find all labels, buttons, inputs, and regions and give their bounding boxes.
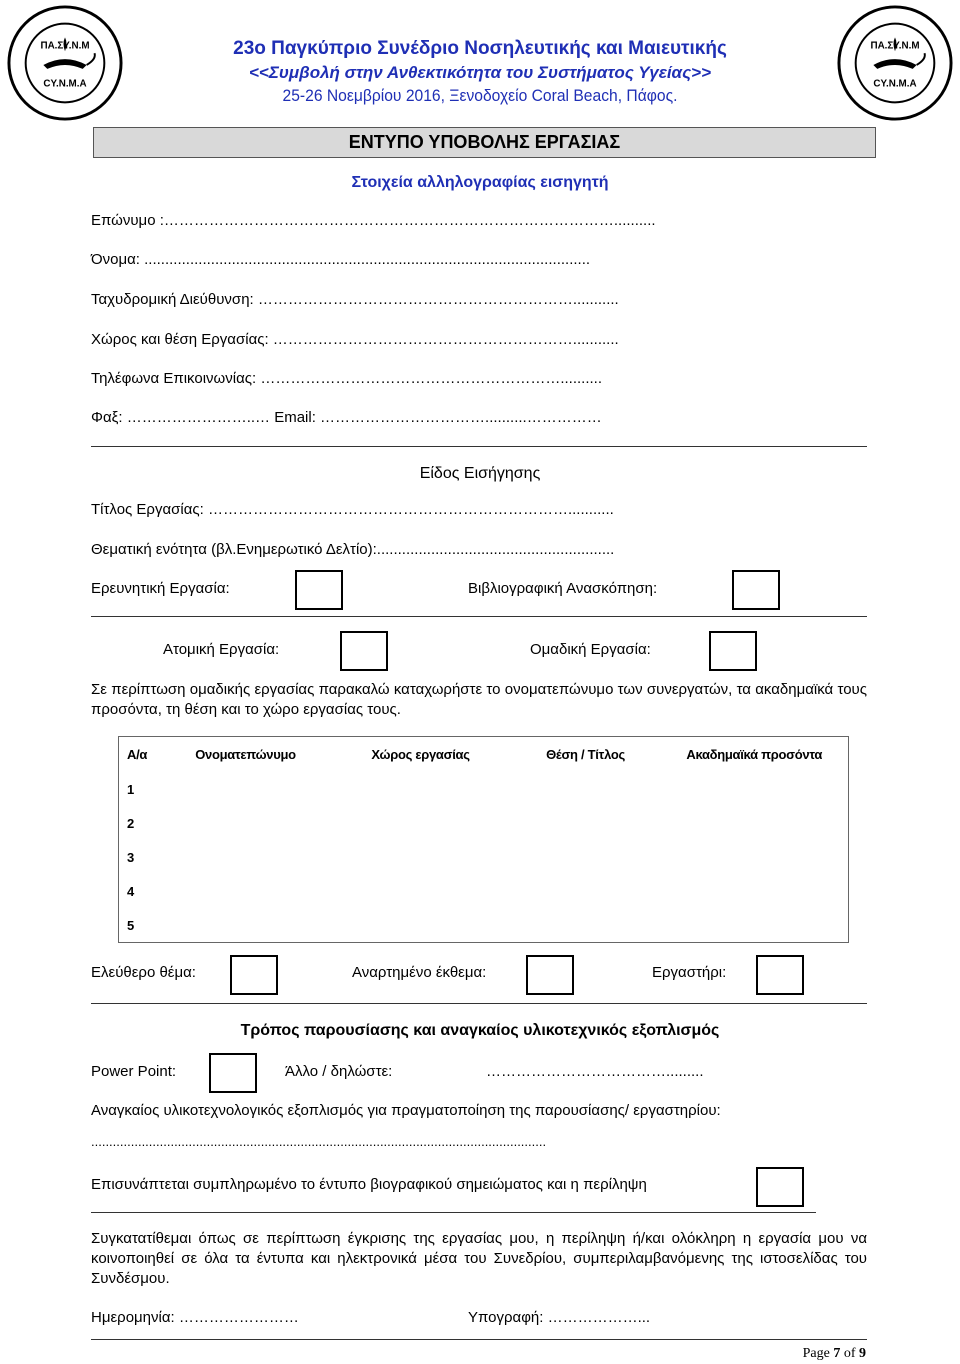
- individual-label: Ατομική Εργασία:: [163, 641, 280, 658]
- attached-label: Επισυνάπτεται συμπληρωμένο το έντυπο βιογραφικού σημειώματος και η περίληψη: [91, 1176, 647, 1193]
- workplace-field[interactable]: Χώρος και θέση Εργασίας: ……………………………………………………...........: [91, 331, 619, 348]
- group-label: Ομαδική Εργασία:: [530, 641, 651, 658]
- row-index: 5: [127, 917, 135, 933]
- logo-right-mid1: ΠΑ.ΣΥ.Ν.Μ: [870, 40, 920, 52]
- needed-equipment-field[interactable]: ..............................................................................................................................: [91, 1134, 547, 1149]
- review-label: Βιβλιογραφική Ανασκόπηση:: [468, 580, 658, 597]
- table-row[interactable]: [119, 807, 849, 841]
- name-field[interactable]: Όνομα: ...........................................................................................................: [91, 251, 591, 268]
- poster-checkbox[interactable]: [526, 955, 574, 995]
- date-field[interactable]: Ημερομηνία: ……………………: [91, 1309, 299, 1326]
- team-table: [118, 736, 849, 943]
- free-topic-checkbox[interactable]: [230, 955, 278, 995]
- contact-heading: Στοιχεία αλληλογραφίας εισηγητή: [351, 174, 609, 191]
- workshop-checkbox[interactable]: [756, 955, 804, 995]
- form-title: ΕΝΤΥΠΟ ΥΠΟΒΟΛΗΣ ΕΡΓΑΣΙΑΣ: [93, 127, 876, 158]
- divider: [91, 1212, 816, 1213]
- address-field[interactable]: Ταχυδρομική Διεύθυνση: ………………………………………………………...........: [91, 291, 619, 308]
- theme-field[interactable]: Θεματική ενότητα (βλ.Ενημερωτικό Δελτίο):.........................................................: [91, 541, 615, 558]
- row-index: 1: [127, 782, 135, 797]
- logo-right-mid2: CY.N.M.A: [873, 78, 917, 90]
- col-header-qualifications: Ακαδημαϊκά προσόντα: [686, 747, 823, 763]
- individual-checkbox[interactable]: [340, 631, 388, 671]
- col-header-fullname: Ονοματεπώνυμο: [195, 747, 296, 763]
- page-number: 7: [833, 1346, 841, 1361]
- page-word: Page: [802, 1346, 830, 1361]
- row-index: 2: [127, 816, 135, 831]
- attached-checkbox[interactable]: [756, 1167, 804, 1207]
- conference-title: 23ο Παγκύπριο Συνέδριο Νοσηλευτικής και Μαιευτικής: [233, 38, 727, 59]
- row-index: 3: [127, 850, 135, 865]
- col-header-workplace: Χώρος εργασίας: [371, 747, 470, 763]
- surname-field[interactable]: Επώνυμο :………………………………………………………………………………..........: [91, 212, 656, 229]
- review-checkbox[interactable]: [732, 570, 780, 610]
- conference-date-venue: 25-26 Νοεμβρίου 2016, Ξενοδοχείο Coral Beach, Πάφος.: [282, 86, 678, 105]
- title-field[interactable]: Τίτλος Εργασίας: ………………………………………………………………...........: [91, 501, 614, 518]
- divider: [91, 616, 867, 617]
- research-checkbox[interactable]: [295, 570, 343, 610]
- conference-theme: <<Συμβολή στην Ανθεκτικότητα του Συστήματος Υγείας>>: [248, 63, 712, 82]
- signature-field[interactable]: Υπογραφή: ………………...: [468, 1309, 651, 1326]
- equipment-heading: Τρόπος παρουσίασης και αναγκαίος υλικοτεχνικός εξοπλισμός: [240, 1022, 720, 1039]
- free-topic-label: Ελεύθερο θέμα:: [91, 964, 196, 981]
- page-total: 9: [859, 1346, 866, 1361]
- powerpoint-checkbox[interactable]: [209, 1053, 257, 1093]
- table-row[interactable]: [119, 841, 849, 875]
- powerpoint-label: Power Point:: [91, 1063, 177, 1080]
- consent-text: Συγκατατίθεμαι όπως σε περίπτωση έγκρισης της εργασίας μου, η περίληψη ή/και ολόκληρη η εργασία μου να κοινοποιηθεί σε όλα τα έντυπα και ηλεκτρονικά μέσα του Συνεδρίου, συμπεριλαμβανόμενης της ιστοσελίδας του Συνδέσμου.: [91, 1230, 867, 1287]
- divider: [91, 1339, 867, 1340]
- logo-left-mid2: CY.N.M.A: [43, 78, 87, 90]
- page-footer: [803, 1346, 866, 1362]
- divider: [91, 1003, 867, 1004]
- group-note: Σε περίπτωση ομαδικής εργασίας παρακαλώ καταχωρήστε το ονοματεπώνυμο των συνεργατών, τα ακαδημαϊκά τους προσόντα, τη θέση και το χώρο εργασίας τους.: [91, 681, 867, 718]
- needed-equipment-label: Αναγκαίος υλικοτεχνολογικός εξοπλισμός για πραγματοποίηση της παρουσίασης/ εργαστηρίου:: [91, 1102, 721, 1119]
- other-field[interactable]: ……………………………….........: [486, 1063, 704, 1080]
- table-header-row: [119, 737, 849, 773]
- divider: [91, 446, 867, 447]
- phones-field[interactable]: Τηλέφωνα Επικοινωνίας: ……………………………………………………..........: [91, 370, 603, 387]
- of-word: of: [843, 1346, 856, 1361]
- submission-heading: Είδος Εισήγησης: [419, 465, 541, 482]
- group-checkbox[interactable]: [709, 631, 757, 671]
- workshop-label: Εργαστήρι:: [652, 964, 727, 981]
- table-row[interactable]: [119, 909, 849, 943]
- col-header-position: Θέση / Τίτλος: [546, 747, 625, 763]
- table-row[interactable]: [119, 875, 849, 909]
- research-label: Ερευνητική Εργασία:: [91, 580, 230, 597]
- fax-email-field[interactable]: Φαξ: ……………………..… Email: ……………………………..........……………: [91, 409, 602, 426]
- poster-label: Αναρτημένο έκθεμα:: [352, 964, 487, 981]
- table-row[interactable]: [119, 773, 849, 807]
- logo-left-mid1: ΠΑ.ΣΥ.Ν.Μ: [40, 40, 90, 52]
- other-label: Άλλο / δηλώστε:: [285, 1063, 393, 1080]
- row-index: 4: [127, 884, 135, 899]
- col-header-index: Α/α: [127, 747, 148, 763]
